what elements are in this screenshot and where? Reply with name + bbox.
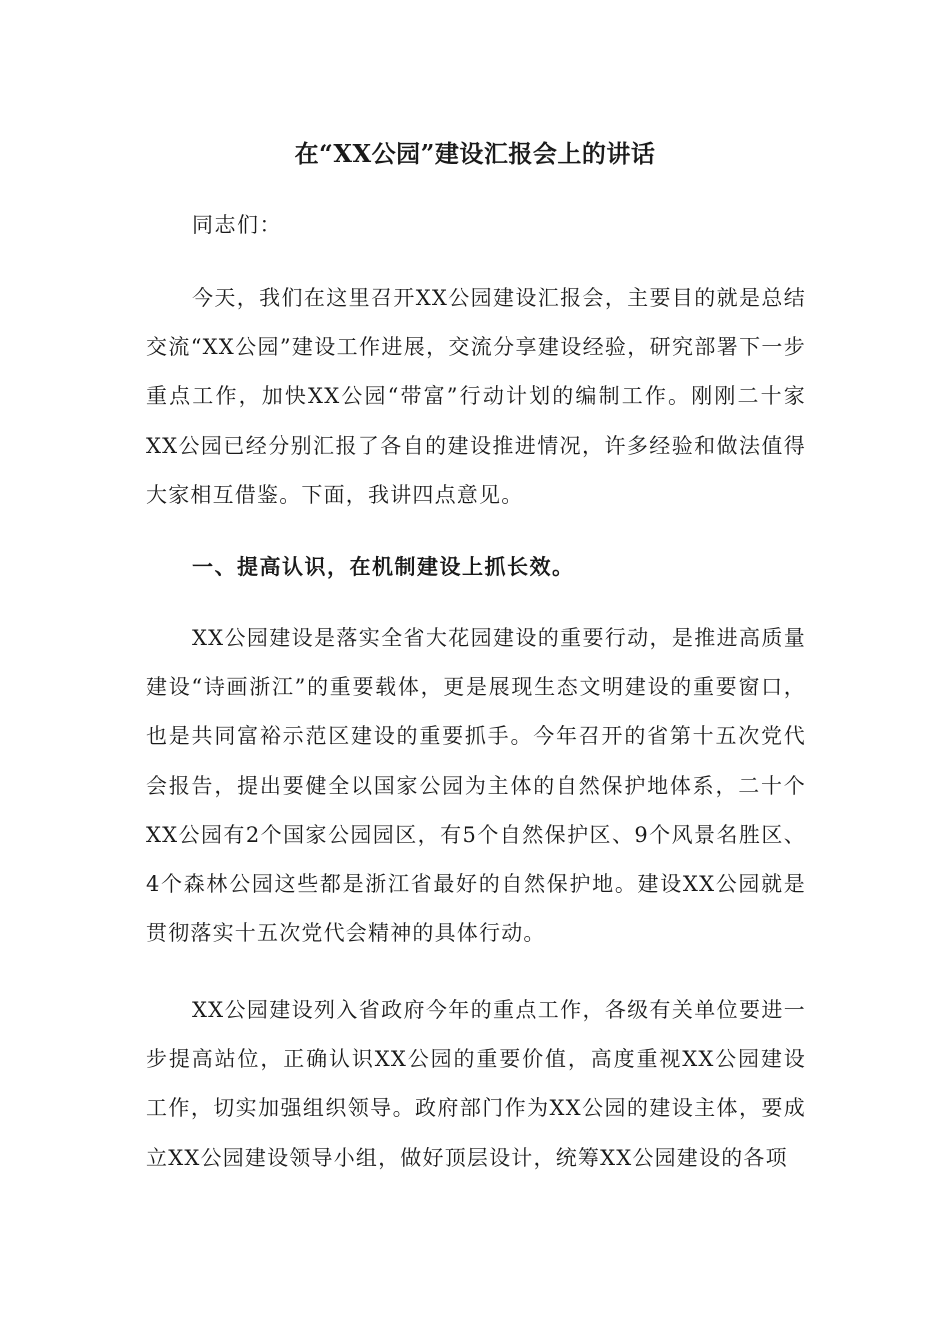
document-title: 在“XX公园”建设汇报会上的讲话 <box>294 139 656 168</box>
paragraph-body-1: XX公园建设是落实全省大花园建设的重要行动，是推进高质量建设“诗画浙江”的重要载体，更是展现生态文明建设的重要窗口，也是共同富裕示范区建设的重要抓手。今年召开的省第十五次党代会报告，提出要健全以国家公园为主体的自然保护地体系，二十个XX公园有2个国家公园园区，有5个自然保护区、9个风景名胜区、4个森林公园这些都是浙江省最好的自然保护地。建设XX公园就是贯彻落实十五次党代会精神的具体行动。 <box>146 626 806 946</box>
section-heading: 一、提高认识，在机制建设上抓长效。 <box>192 554 575 579</box>
salutation: 同志们： <box>192 213 282 237</box>
paragraph-intro: 今天，我们在这里召开XX公园建设汇报会，主要目的就是总结交流“XX公园”建设工作进展，交流分享建设经验，研究部署下一步重点工作，加快XX公园“带富”行动计划的编制工作。刚刚二十家XX公园已经分别汇报了各自的建设推进情况，许多经验和做法值得大家相互借鉴。下面，我讲四点意见。 <box>146 286 806 507</box>
paragraph-body-2: XX公园建设列入省政府今年的重点工作，各级有关单位要进一步提高站位，正确认识XX公园的重要价值，高度重视XX公园建设工作，切实加强组织领导。政府部门作为XX公园的建设主体，要成立XX公园建设领导小组，做好顶层设计，统筹XX公园建设的各项 <box>146 998 806 1170</box>
